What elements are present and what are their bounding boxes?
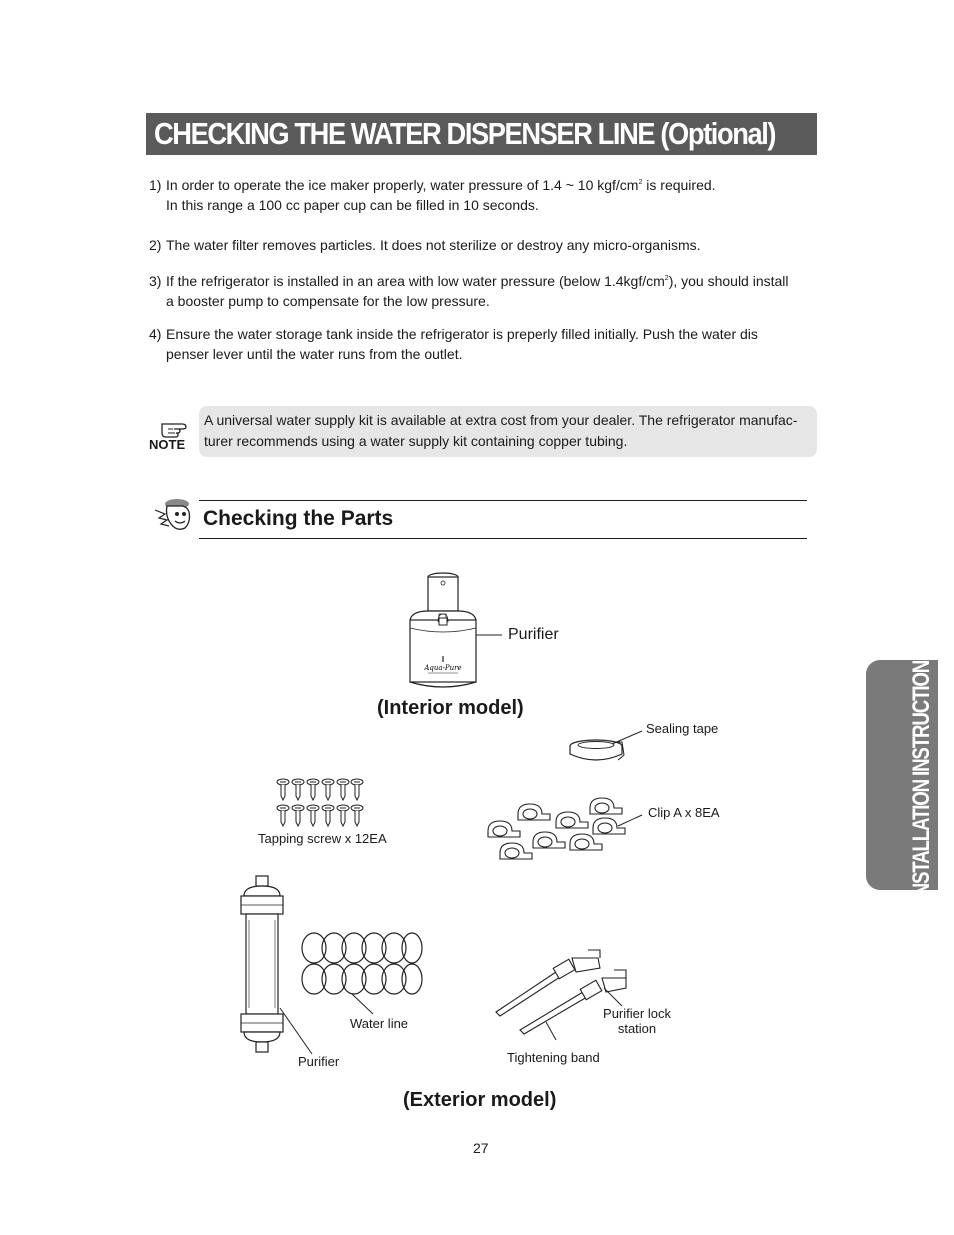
clips-drawing <box>488 798 642 859</box>
side-tab-label: INSTALLATION INSTRUCTIONS <box>908 649 935 901</box>
page-title: CHECKING THE WATER DISPENSER LINE (Optional) <box>154 116 776 151</box>
interior-purifier-label: Purifier <box>508 626 559 643</box>
item-number: 4) <box>149 326 162 342</box>
item-text-continued: penser lever until the water runs from the outlet. <box>166 346 463 362</box>
item-text: Ensure the water storage tank inside the refrigerator is preperly filled initially. Push the water dis <box>166 326 758 342</box>
exterior-purifier-label: Purifier <box>298 1054 340 1069</box>
exterior-model-label: (Exterior model) <box>403 1089 557 1111</box>
superscript: 2 <box>638 179 643 186</box>
note-line: A universal water supply kit is available at extra cost from your dealer. The refrigerator manufac- <box>204 412 798 428</box>
tapping-screw-label: Tapping screw x 12EA <box>258 831 387 846</box>
sealing-tape-drawing <box>570 731 642 760</box>
tapping-screws-drawing <box>277 779 363 826</box>
item-text: is required. <box>642 177 716 193</box>
sealing-tape-label: Sealing tape <box>646 721 719 736</box>
water-line-drawing <box>302 933 422 1014</box>
purifier-lock-line: Purifier lock <box>603 1006 671 1021</box>
interior-model-label: (Interior model) <box>377 697 524 719</box>
note-label: NOTE <box>149 437 186 452</box>
item-number: 3) <box>149 273 162 289</box>
purifier-lock-label <box>603 1006 671 1036</box>
clip-label: Clip A x 8EA <box>648 805 720 820</box>
item-number: 2) <box>149 237 162 253</box>
item-number: 1) <box>149 177 162 193</box>
tightening-band-label: Tightening band <box>507 1050 600 1065</box>
section-title: Checking the Parts <box>203 507 394 530</box>
brand-text: Aqua-Pure <box>424 664 462 672</box>
exterior-purifier-drawing <box>241 876 312 1054</box>
item-text-continued: In this range a 100 cc paper cup can be filled in 10 seconds. <box>166 197 539 213</box>
side-tab <box>866 649 938 901</box>
item-text: The water filter removes particles. It does not sterilize or destroy any micro-organisms. <box>166 237 701 253</box>
item-text-continued: a booster pump to compensate for the low pressure. <box>166 293 490 309</box>
item-text: ), you should install <box>668 273 789 289</box>
water-line-label: Water line <box>350 1016 409 1031</box>
interior-purifier-drawing <box>410 573 502 687</box>
page-number: 27 <box>473 1140 489 1156</box>
purifier-lock-line: station <box>617 1021 657 1036</box>
item-text: In order to operate the ice maker properly, water pressure of 1.4 ~ 10 kgf/cm <box>166 177 639 193</box>
note-line: turer recommends using a water supply kit containing copper tubing. <box>204 433 628 449</box>
superscript: 2 <box>664 275 669 282</box>
item-text: If the refrigerator is installed in an area with low water pressure (below 1.4kgf/cm <box>166 273 665 289</box>
